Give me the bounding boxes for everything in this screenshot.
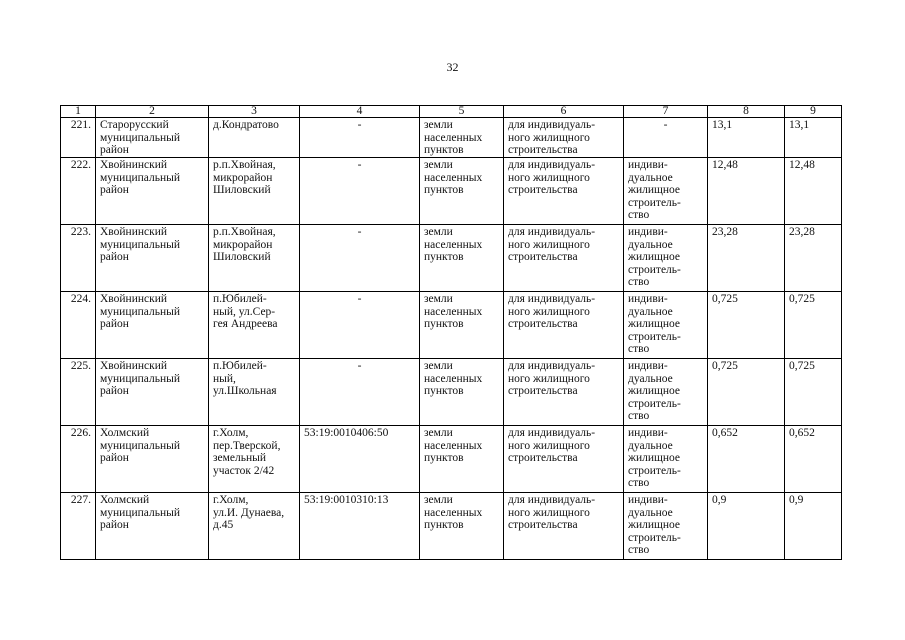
cadastral-number-cell-text: 53:19:0010310:13: [304, 494, 389, 506]
actual-use-cell: [624, 359, 708, 426]
cadastral-number-cell: [300, 158, 420, 225]
area-col8-cell: [708, 292, 785, 359]
land-category-cell-text: земли населенных пунктов: [424, 119, 483, 156]
permitted-use-cell: [504, 158, 624, 225]
header-cell: 5: [420, 106, 504, 118]
actual-use-cell-text: индиви- дуальное жилищное строитель- ство: [628, 427, 681, 489]
district-cell: [96, 426, 209, 493]
district-cell: [96, 359, 209, 426]
actual-use-cell-text: -: [663, 119, 668, 131]
row-number-cell-text: 227.: [70, 494, 91, 506]
district-cell-text: Хвойнинский муниципальный район: [100, 360, 181, 397]
area-col8-cell: [708, 493, 785, 560]
location-cell: [209, 493, 300, 560]
area-col9-cell: [785, 426, 842, 493]
row-number-cell: [61, 493, 96, 560]
page-number: 32: [446, 60, 459, 74]
header-cell: 3: [209, 106, 300, 118]
location-cell-text: р.п.Хвойная, микрорайон Шиловский: [213, 226, 276, 263]
header-cell: 7: [624, 106, 708, 118]
row-number-cell: [61, 426, 96, 493]
location-cell-text: п.Юбилей- ный, ул.Сер- гея Андреева: [213, 293, 278, 330]
cadastral-number-cell-text: -: [357, 293, 362, 305]
district-cell-text: Хвойнинский муниципальный район: [100, 293, 181, 330]
permitted-use-cell: [504, 292, 624, 359]
row-number-cell-text: 222.: [70, 159, 91, 171]
row-number-cell-text: 226.: [70, 427, 91, 439]
actual-use-cell-text: индиви- дуальное жилищное строитель- ство: [628, 226, 681, 288]
permitted-use-cell: [504, 118, 624, 158]
cadastral-number-cell-text: -: [357, 119, 362, 131]
location-cell: [209, 292, 300, 359]
table-row: [61, 359, 842, 426]
location-cell-text: р.п.Хвойная, микрорайон Шиловский: [213, 159, 276, 196]
cadastral-number-cell: [300, 493, 420, 560]
land-category-cell-text: земли населенных пунктов: [424, 360, 483, 397]
area-col9-cell-text: 12,48: [789, 159, 815, 171]
actual-use-cell: [624, 426, 708, 493]
cadastral-number-cell-text: 53:19:0010406:50: [304, 427, 389, 439]
area-col8-cell: [708, 359, 785, 426]
actual-use-cell: [624, 493, 708, 560]
table-row: [61, 493, 842, 560]
area-col8-cell: [708, 225, 785, 292]
district-cell-text: Хвойнинский муниципальный район: [100, 226, 181, 263]
area-col9-cell: [785, 359, 842, 426]
table-header-row: [61, 106, 842, 118]
actual-use-cell-text: индиви- дуальное жилищное строитель- ство: [628, 159, 681, 221]
location-cell: [209, 426, 300, 493]
land-category-cell: [420, 225, 504, 292]
district-cell: [96, 118, 209, 158]
location-cell-text: п.Юбилей- ный, ул.Школьная: [213, 360, 277, 397]
permitted-use-cell-text: для индивидуаль- ного жилищного строительства: [508, 119, 596, 156]
district-cell: [96, 158, 209, 225]
location-cell: [209, 225, 300, 292]
land-category-cell: [420, 426, 504, 493]
actual-use-cell: [624, 158, 708, 225]
land-category-cell-text: земли населенных пунктов: [424, 427, 483, 464]
district-cell-text: Хвойнинский муниципальный район: [100, 159, 181, 196]
actual-use-cell: [624, 225, 708, 292]
land-category-cell: [420, 158, 504, 225]
cadastral-number-cell: [300, 118, 420, 158]
permitted-use-cell-text: для индивидуаль- ного жилищного строительства: [508, 226, 596, 263]
header-cell: 8: [708, 106, 785, 118]
area-col9-cell-text: 13,1: [789, 119, 810, 131]
row-number-cell: [61, 158, 96, 225]
area-col9-cell-text: 0,725: [789, 293, 815, 305]
actual-use-cell-text: индиви- дуальное жилищное строитель- ство: [628, 293, 681, 355]
land-category-cell-text: земли населенных пунктов: [424, 494, 483, 531]
actual-use-cell-text: индиви- дуальное жилищное строитель- ство: [628, 494, 681, 556]
header-cell: 2: [96, 106, 209, 118]
area-col8-cell-text: 0,725: [712, 360, 738, 372]
permitted-use-cell-text: для индивидуаль- ного жилищного строительства: [508, 494, 596, 531]
row-number-cell: [61, 359, 96, 426]
area-col9-cell: [785, 158, 842, 225]
row-number-cell-text: 225.: [70, 360, 91, 372]
location-cell-text: г.Холм, пер.Тверской, земельный участок 2/42: [213, 427, 281, 477]
permitted-use-cell: [504, 426, 624, 493]
header-cell: 6: [504, 106, 624, 118]
land-category-cell: [420, 292, 504, 359]
permitted-use-cell: [504, 359, 624, 426]
area-col8-cell: [708, 158, 785, 225]
header-cell: 1: [61, 106, 96, 118]
area-col8-cell-text: 12,48: [712, 159, 738, 171]
header-cell: 4: [300, 106, 420, 118]
area-col9-cell: [785, 292, 842, 359]
actual-use-cell: [624, 292, 708, 359]
cadastral-number-cell: [300, 426, 420, 493]
permitted-use-cell-text: для индивидуаль- ного жилищного строительства: [508, 427, 596, 464]
cadastral-number-cell: [300, 359, 420, 426]
land-category-cell-text: земли населенных пунктов: [424, 159, 483, 196]
area-col8-cell-text: 0,725: [712, 293, 738, 305]
location-cell: [209, 118, 300, 158]
land-category-cell: [420, 493, 504, 560]
area-col9-cell-text: 0,725: [789, 360, 815, 372]
district-cell-text: Холмский муниципальный район: [100, 494, 181, 531]
actual-use-cell-text: индиви- дуальное жилищное строитель- ство: [628, 360, 681, 422]
location-cell: [209, 158, 300, 225]
location-cell-text: д.Кондратово: [213, 119, 279, 131]
row-number-cell: [61, 225, 96, 292]
header-cell: 9: [785, 106, 842, 118]
area-col8-cell: [708, 426, 785, 493]
table-row: [61, 158, 842, 225]
permitted-use-cell-text: для индивидуаль- ного жилищного строительства: [508, 293, 596, 330]
land-category-cell-text: земли населенных пунктов: [424, 293, 483, 330]
area-col8-cell-text: 23,28: [712, 226, 738, 238]
area-col9-cell-text: 0,652: [789, 427, 815, 439]
cadastral-number-cell-text: -: [357, 159, 362, 171]
district-cell: [96, 292, 209, 359]
area-col8-cell-text: 0,652: [712, 427, 738, 439]
row-number-cell-text: 224.: [70, 293, 91, 305]
district-cell-text: Старорусский муниципальный район: [100, 119, 181, 156]
area-col9-cell-text: 0,9: [789, 494, 804, 506]
permitted-use-cell: [504, 493, 624, 560]
permitted-use-cell-text: для индивидуаль- ного жилищного строительства: [508, 360, 596, 397]
area-col9-cell: [785, 493, 842, 560]
row-number-cell-text: 223.: [70, 226, 91, 238]
cadastral-number-cell-text: -: [357, 360, 362, 372]
area-col9-cell: [785, 225, 842, 292]
area-col8-cell-text: 0,9: [712, 494, 727, 506]
location-cell-text: г.Холм, ул.И. Дунаева, д.45: [213, 494, 285, 531]
location-cell: [209, 359, 300, 426]
land-plots-table: [60, 105, 842, 560]
district-cell: [96, 225, 209, 292]
land-category-cell-text: земли населенных пунктов: [424, 226, 483, 263]
area-col8-cell: [708, 118, 785, 158]
district-cell-text: Холмский муниципальный район: [100, 427, 181, 464]
permitted-use-cell-text: для индивидуаль- ного жилищного строительства: [508, 159, 596, 196]
area-col9-cell-text: 23,28: [789, 226, 815, 238]
district-cell: [96, 493, 209, 560]
cadastral-number-cell-text: -: [357, 226, 362, 238]
table-row: [61, 118, 842, 158]
row-number-cell-text: 221.: [70, 119, 91, 131]
area-col8-cell-text: 13,1: [712, 119, 733, 131]
cadastral-number-cell: [300, 225, 420, 292]
table-row: [61, 426, 842, 493]
land-category-cell: [420, 359, 504, 426]
table-row: [61, 225, 842, 292]
permitted-use-cell: [504, 225, 624, 292]
area-col9-cell: [785, 118, 842, 158]
row-number-cell: [61, 292, 96, 359]
land-category-cell: [420, 118, 504, 158]
table-row: [61, 292, 842, 359]
actual-use-cell: [624, 118, 708, 158]
cadastral-number-cell: [300, 292, 420, 359]
row-number-cell: [61, 118, 96, 158]
